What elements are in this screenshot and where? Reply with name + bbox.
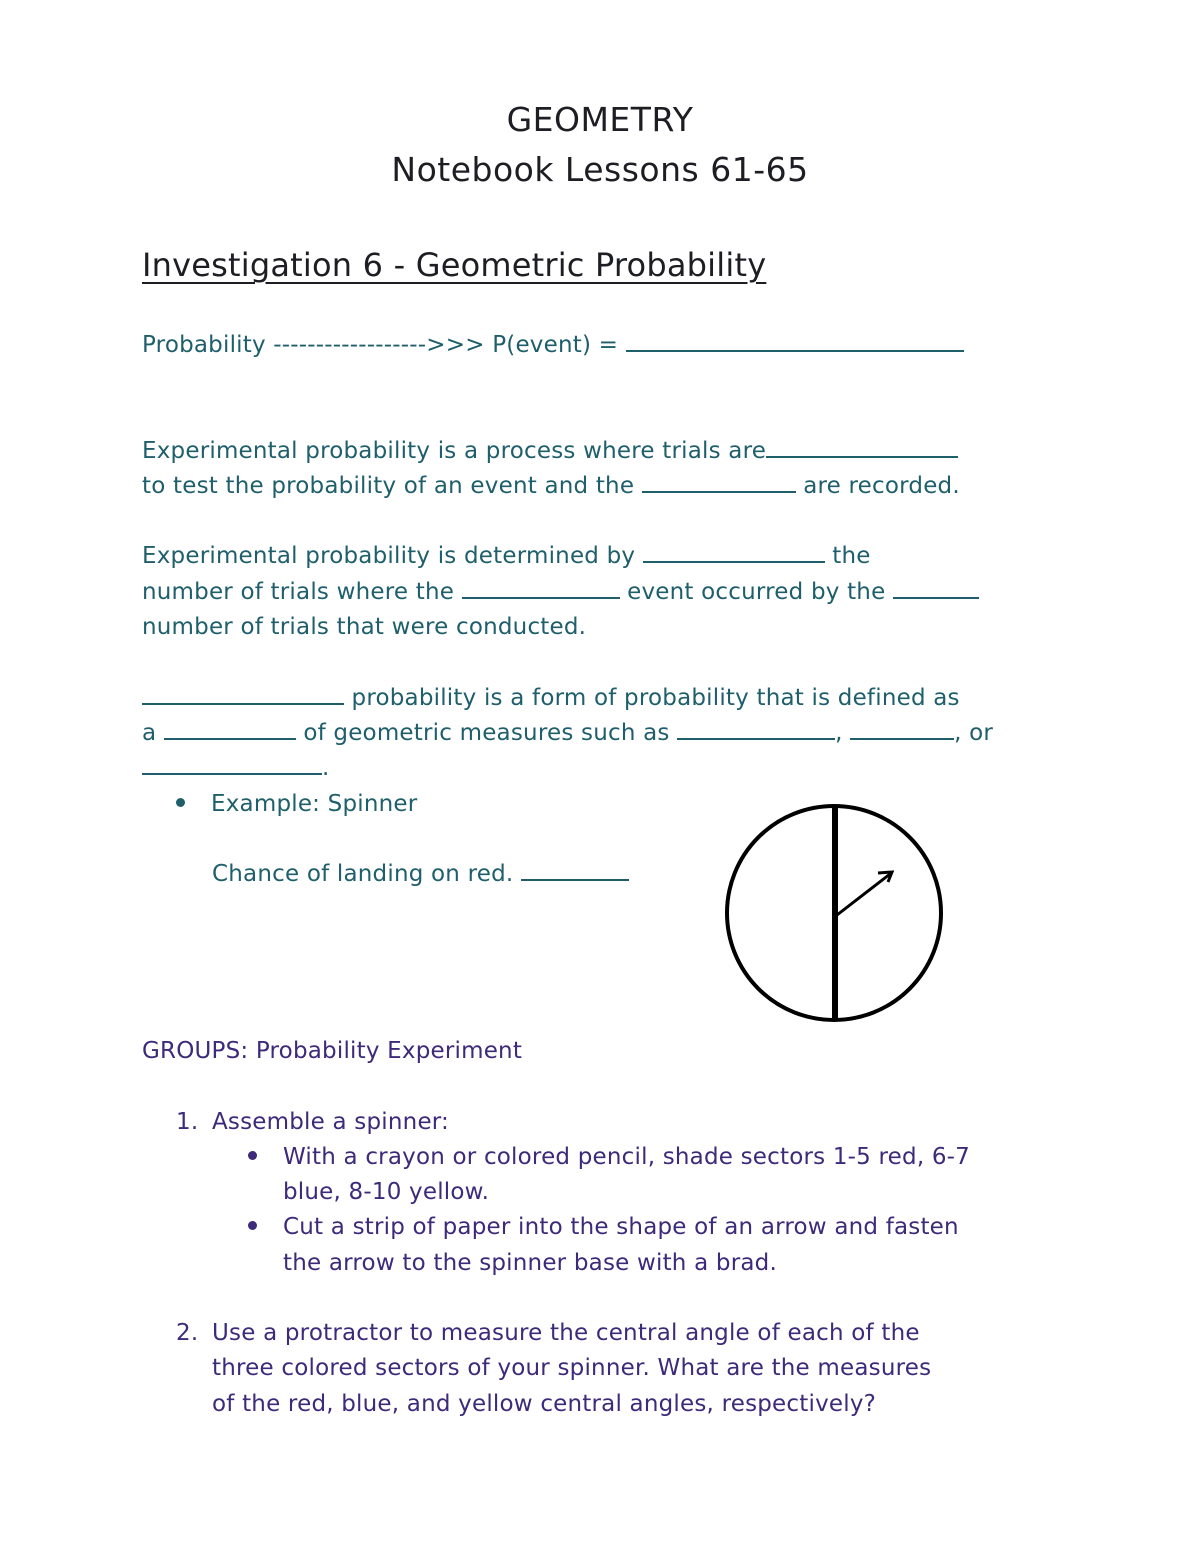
- paragraph1-text1: Experimental probability is a process where trials are: [142, 438, 767, 464]
- measure1-blank: [677, 716, 835, 740]
- measure3-blank: [142, 751, 322, 775]
- step1-bullet1-text1: With a crayon or colored pencil, shade sectors 1-5 red, 6-7: [283, 1144, 971, 1170]
- step1-number: 1.: [176, 1109, 199, 1135]
- step2-number: 2.: [176, 1320, 199, 1346]
- step2-line3: of the red, blue, and yellow central angles, respectively?: [212, 1391, 877, 1417]
- paragraph3-line2: [142, 716, 993, 751]
- paragraph2-line2: [142, 575, 979, 610]
- example-bullet: [176, 787, 417, 822]
- total-blank: [893, 575, 979, 599]
- document-subtitle: Notebook Lessons 61-65: [391, 150, 809, 189]
- probability-label: Probability ------------------>>> P(event) =: [142, 332, 619, 358]
- paragraph1-text2: to test the probability of an event and the: [142, 473, 635, 499]
- or-text: , or: [954, 720, 994, 746]
- document-title: GEOMETRY: [506, 100, 694, 139]
- step1-line: [176, 1105, 449, 1140]
- paragraph2-text5: number of trials that were conducted.: [142, 614, 587, 640]
- step1-bullet1-line1: [248, 1140, 970, 1175]
- ratio-blank: [164, 716, 296, 740]
- step2-text1: Use a protractor to measure the central angle of each of the: [212, 1320, 920, 1346]
- spinner-arrow-shaft: [837, 874, 890, 915]
- paragraph3-text2: a: [142, 720, 157, 746]
- trials-blank: [766, 434, 958, 458]
- determined-blank: [643, 539, 825, 563]
- probability-blank: [626, 328, 964, 352]
- spinner-diagram: [722, 802, 948, 1026]
- paragraph1-line2: [142, 469, 960, 504]
- comma: ,: [835, 720, 843, 746]
- chance-blank: [521, 857, 629, 881]
- paragraph3-text3: of geometric measures such as: [303, 720, 670, 746]
- measure2-blank: [850, 716, 954, 740]
- example-chance-line: [212, 857, 629, 892]
- paragraph2-text1: Experimental probability is determined by: [142, 543, 636, 569]
- probability-definition-line: [142, 328, 964, 363]
- paragraph2-text2: the: [832, 543, 871, 569]
- step1-bullet2-text1: Cut a strip of paper into the shape of an arrow and fasten: [283, 1214, 959, 1240]
- step1-text: Assemble a spinner:: [212, 1109, 449, 1135]
- paragraph3-line3: [142, 751, 330, 786]
- paragraph1-line1: [142, 434, 958, 469]
- paragraph3-line1: [142, 681, 960, 716]
- paragraph3-text1: probability is a form of probability that is defined as: [351, 685, 960, 711]
- paragraph1-text3: are recorded.: [803, 473, 960, 499]
- groups-heading: GROUPS: Probability Experiment: [142, 1038, 523, 1064]
- step2-line2: three colored sectors of your spinner. What are the measures: [212, 1355, 932, 1381]
- period: .: [322, 755, 330, 781]
- chance-text: Chance of landing on red.: [212, 861, 514, 887]
- event-blank: [462, 575, 620, 599]
- section-heading: Investigation 6 - Geometric Probability: [142, 246, 767, 284]
- step2-line1: [176, 1316, 920, 1351]
- geometric-blank: [142, 681, 344, 705]
- paragraph2-text4: event occurred by the: [627, 579, 886, 605]
- step1-bullet2-line2: the arrow to the spinner base with a brad.: [283, 1250, 777, 1276]
- paragraph2-line1: [142, 539, 871, 574]
- bullet-icon: [248, 1221, 257, 1230]
- paragraph2-text3: number of trials where the: [142, 579, 455, 605]
- paragraph2-line3: [142, 610, 586, 645]
- example-label: Example: Spinner: [211, 791, 418, 817]
- results-blank: [642, 469, 796, 493]
- step1-bullet1-line2: blue, 8-10 yellow.: [283, 1179, 490, 1205]
- bullet-icon: [176, 798, 185, 807]
- bullet-icon: [248, 1151, 257, 1160]
- step1-bullet2-line1: [248, 1210, 959, 1245]
